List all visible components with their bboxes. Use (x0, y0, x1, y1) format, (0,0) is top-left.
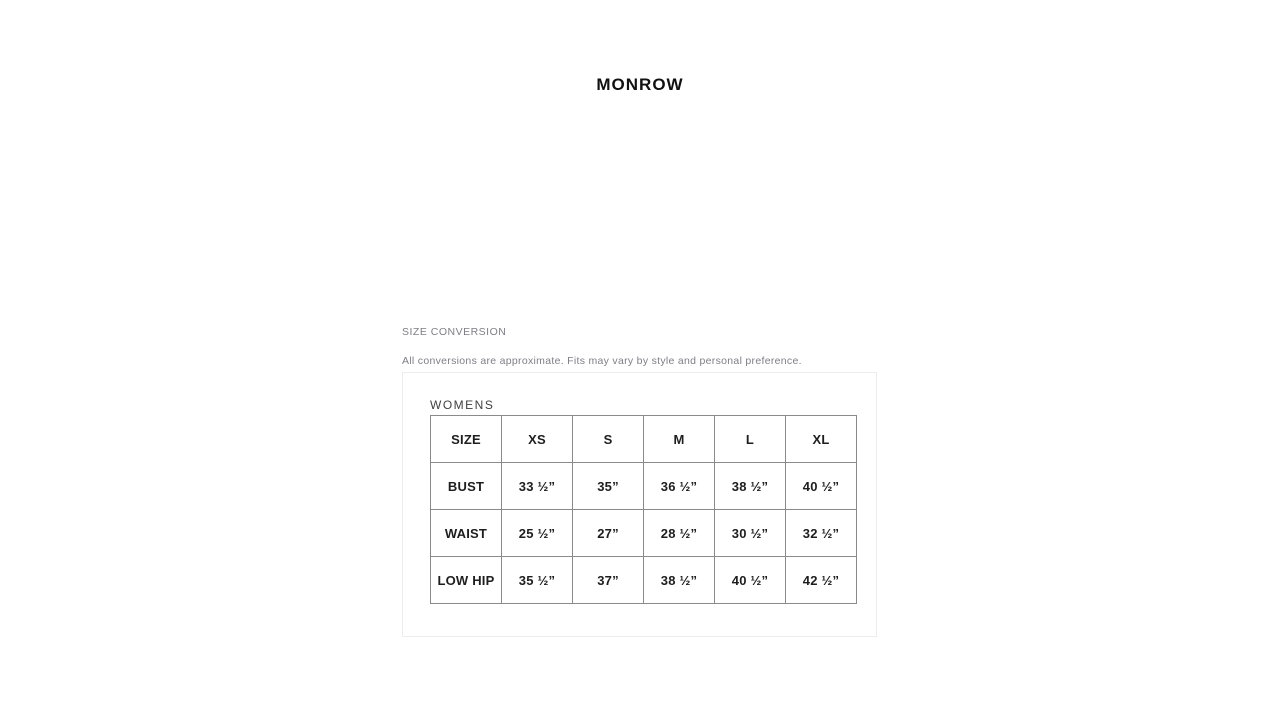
size-cell: 38 ½” (715, 463, 786, 510)
row-label: LOW HIP (431, 557, 502, 604)
column-header-xl: XL (786, 416, 857, 463)
size-cell: 30 ½” (715, 510, 786, 557)
size-table (430, 415, 857, 604)
size-cell: 37” (573, 557, 644, 604)
size-cell: 36 ½” (644, 463, 715, 510)
table-row-waist (431, 510, 857, 557)
size-cell: 38 ½” (644, 557, 715, 604)
section-title: SIZE CONVERSION (402, 326, 507, 338)
size-chart-panel (402, 372, 877, 637)
disclaimer-text: All conversions are approximate. Fits may vary by style and personal preference. (402, 355, 802, 367)
row-label: WAIST (431, 510, 502, 557)
brand-logo[interactable]: MONROW (596, 75, 684, 94)
column-header-s: S (573, 416, 644, 463)
column-header-l: L (715, 416, 786, 463)
size-cell: 40 ½” (715, 557, 786, 604)
size-cell: 25 ½” (502, 510, 573, 557)
table-header-row (431, 416, 857, 463)
size-cell: 32 ½” (786, 510, 857, 557)
column-header-size: SIZE (431, 416, 502, 463)
size-cell: 40 ½” (786, 463, 857, 510)
size-cell: 42 ½” (786, 557, 857, 604)
size-cell: 35 ½” (502, 557, 573, 604)
size-cell: 27” (573, 510, 644, 557)
size-cell: 28 ½” (644, 510, 715, 557)
column-header-xs: XS (502, 416, 573, 463)
column-header-m: M (644, 416, 715, 463)
womens-group-label: WOMENS (430, 398, 495, 412)
table-row-low-hip (431, 557, 857, 604)
size-cell: 35” (573, 463, 644, 510)
size-cell: 33 ½” (502, 463, 573, 510)
table-row-bust (431, 463, 857, 510)
row-label: BUST (431, 463, 502, 510)
